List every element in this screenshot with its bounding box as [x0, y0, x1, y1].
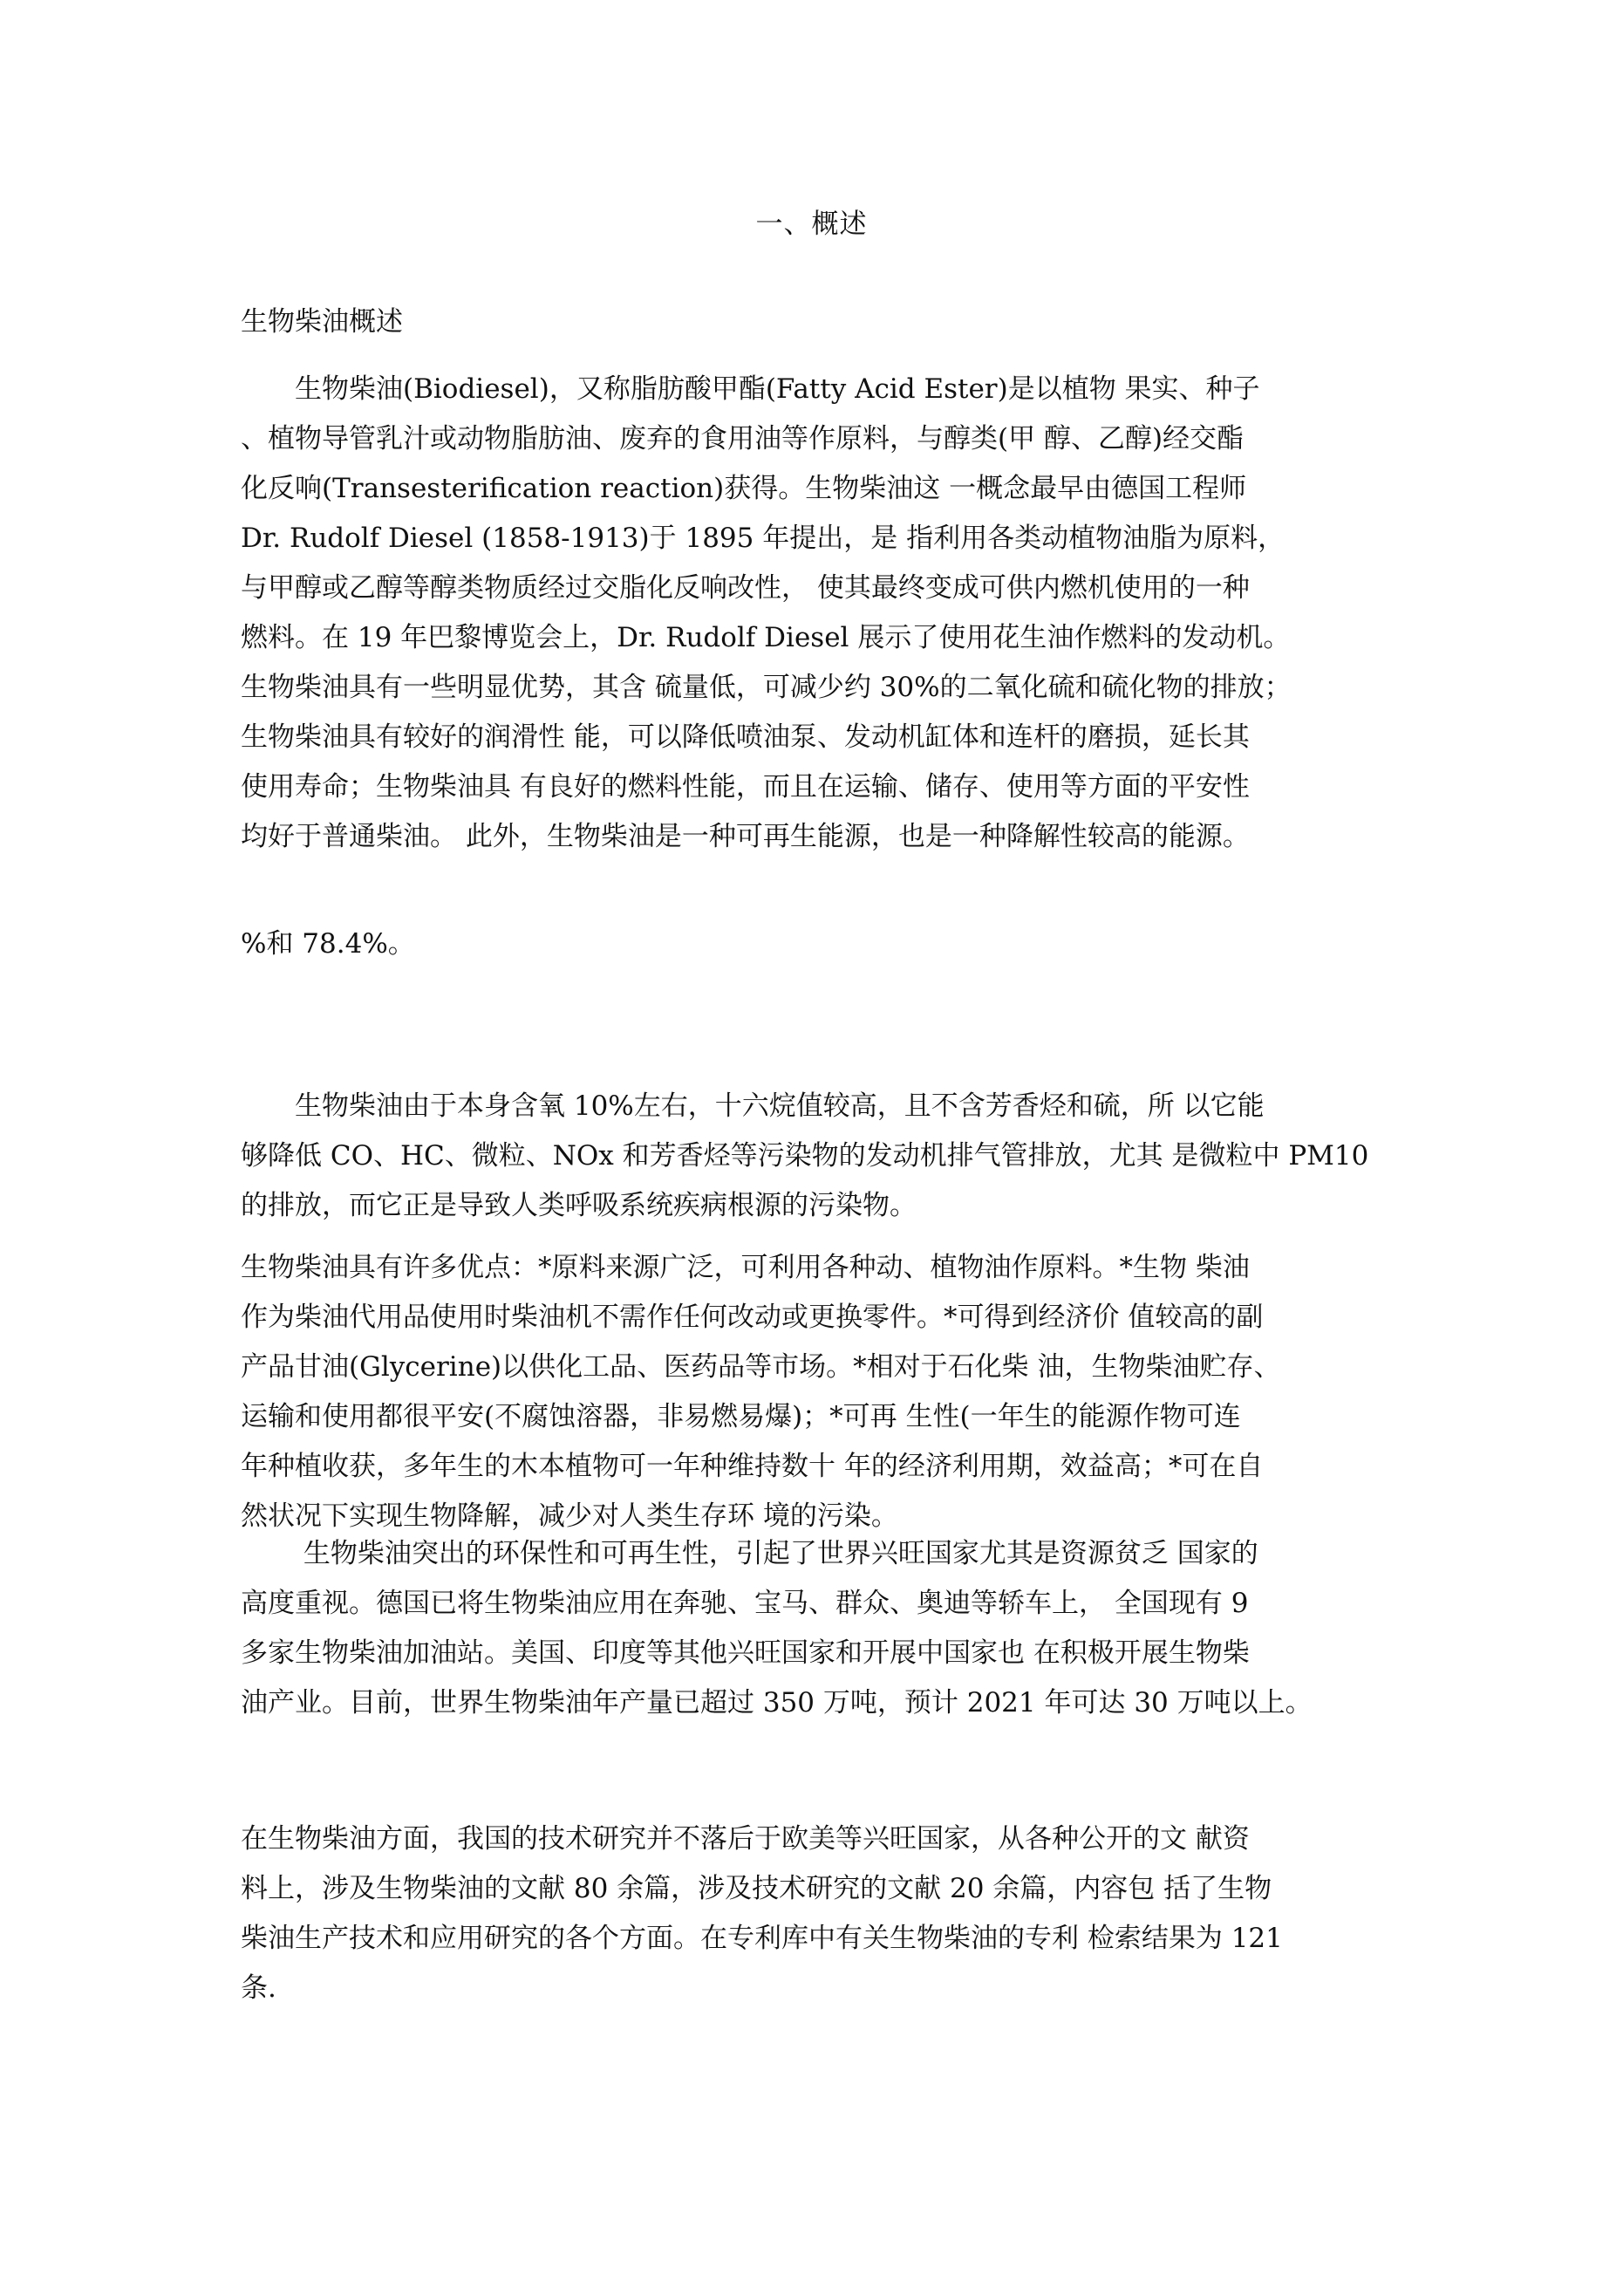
paragraph-line: 够降低 CO、HC、微粒、NOx 和芳香烃等污染物的发动机排气管排放，尤其 是微粒中 PM10	[241, 1140, 1369, 1172]
paragraph-line: 运输和使用都很平安(不腐蚀溶器，非易燃易爆)；*可再 生性(一年生的能源作物可连	[241, 1401, 1241, 1432]
paragraph-emissions	[241, 1082, 1409, 1231]
paragraph-line: 多家生物柴油加油站。美国、印度等其他兴旺国家和开展中国家也 在积极开展生物柴	[241, 1637, 1250, 1669]
paragraph-line: Dr. Rudolf Diesel (1858-1913)于 1895 年提出，是 指利用各类动植物油脂为原料，	[241, 523, 1285, 554]
paragraph-line: 、植物导管乳汁或动物脂肪油、废弃的食用油等作原料，与醇类(甲 醇、乙醇)经交酯	[241, 423, 1245, 454]
paragraph-line: 年种植收获，多年生的木本植物可一年种维持数十 年的经济利用期，效益高；*可在自	[241, 1451, 1264, 1482]
paragraph-biodiesel-definition	[241, 365, 1409, 862]
paragraph-line: 料上，涉及生物柴油的文献 80 余篇，涉及技术研究的文献 20 余篇，内容包 括了生物	[241, 1873, 1272, 1904]
paragraph-line: 生物柴油具有许多优点：*原料来源广泛，可利用各种动、植物油作原料。*生物 柴油	[241, 1252, 1250, 1283]
paragraph-line: 生物柴油(Biodiesel)，又称脂肪酸甲酯(Fatty Acid Ester)是以植物 果实、种子	[241, 373, 1260, 405]
paragraph-global-adoption	[241, 1529, 1409, 1728]
paragraph-line: 作为柴油代用品使用时柴油机不需作任何改动或更换零件。*可得到经济价 值较高的副	[241, 1302, 1264, 1333]
paragraph-line: 生物柴油突出的环保性和可再生性，引起了世界兴旺国家尤其是资源贫乏 国家的	[241, 1538, 1258, 1569]
paragraph-line: 生物柴油具有一些明显优势，其含 硫量低，可减少约 30%的二氧化硫和硫化物的排放；	[241, 672, 1292, 703]
paragraph-line: 化反响(Transesterification reaction)获得。生物柴油这 一概念最早由德国工程师	[241, 473, 1247, 504]
paragraph-line: 产品甘油(Glycerine)以供化工品、医药品等市场。*相对于石化柴 油，生物柴油贮存、	[241, 1351, 1281, 1383]
document-title: 一、概述	[755, 208, 868, 240]
paragraph-advantages	[241, 1243, 1409, 1541]
paragraph-line: 与甲醇或乙醇等醇类物质经过交脂化反响改性， 使其最终变成可供内燃机使用的一种	[241, 572, 1250, 604]
paragraph-line: 使用寿命；生物柴油具 有良好的燃料性能，而且在运输、储存、使用等方面的平安性	[241, 771, 1250, 803]
paragraph-line: 均好于普通柴油。 此外，生物柴油是一种可再生能源，也是一种降解性较高的能源。	[241, 821, 1250, 852]
paragraph-fragment	[241, 919, 1409, 969]
paragraph-line: 的排放，而它正是导致人类呼吸系统疾病根源的污染物。	[241, 1190, 917, 1221]
paragraph-line: 在生物柴油方面，我国的技术研究并不落后于欧美等兴旺国家，从各种公开的文 献资	[241, 1823, 1250, 1855]
section-heading: 生物柴油概述	[241, 306, 403, 338]
paragraph-line: 柴油生产技术和应用研究的各个方面。在专利库中有关生物柴油的专利 检索结果为 121	[241, 1923, 1283, 1954]
paragraph-line: %和 78.4%。	[241, 928, 415, 960]
paragraph-line: 生物柴油具有较好的润滑性 能，可以降低喷油泵、发动机缸体和连杆的磨损，延长其	[241, 721, 1250, 753]
paragraph-line: 油产业。目前，世界生物柴油年产量已超过 350 万吨，预计 2021 年可达 30 万吨以上。	[241, 1687, 1313, 1719]
paragraph-china-research	[241, 1814, 1409, 2013]
paragraph-line: 生物柴油由于本身含氧 10%左右，十六烷值较高，且不含芳香烃和硫，所 以它能	[241, 1090, 1265, 1122]
paragraph-line: 条.	[241, 1972, 276, 2004]
paragraph-line: 然状况下实现生物降解，减少对人类生存环 境的污染。	[241, 1500, 898, 1532]
paragraph-line: 燃料。在 19 年巴黎博览会上，Dr. Rudolf Diesel 展示了使用花生油作燃料的发动机。	[241, 622, 1291, 653]
paragraph-line: 高度重视。德国已将生物柴油应用在奔驰、宝马、群众、奥迪等轿车上， 全国现有 9	[241, 1588, 1249, 1619]
